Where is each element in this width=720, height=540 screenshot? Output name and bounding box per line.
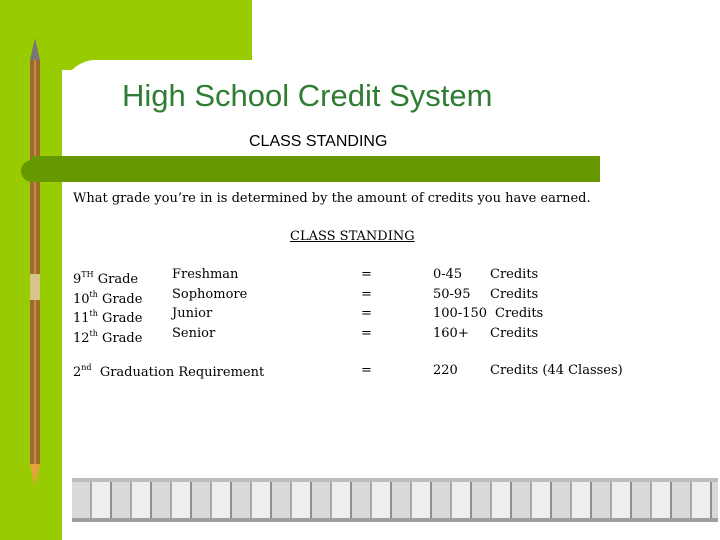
page-title: High School Credit System xyxy=(122,78,493,113)
standing-cell: Junior xyxy=(172,306,213,321)
range-cell: 0-45 xyxy=(433,267,463,282)
standing-cell: Freshman xyxy=(172,267,239,282)
range-cell: 100-150 xyxy=(433,306,488,321)
standing-cell: Sophomore xyxy=(172,286,248,302)
standing-cell: Senior xyxy=(172,325,216,341)
unit-cell: Credits xyxy=(490,325,539,341)
equals-cell: = xyxy=(361,325,372,341)
range-cell: 50-95 xyxy=(433,286,471,302)
unit-cell: Credits xyxy=(495,306,544,321)
content-panel xyxy=(62,60,720,540)
graduation-label: 2nd Graduation Requirement xyxy=(73,363,265,380)
unit-cell: Credits xyxy=(490,286,539,302)
standing-column xyxy=(172,265,247,343)
equals-cell: = xyxy=(361,286,372,302)
grade-cell: 9TH Grade xyxy=(73,270,139,287)
equals-cell: = xyxy=(361,306,372,321)
page-subtitle: CLASS STANDING xyxy=(249,133,388,150)
grade-cell: 10th Grade xyxy=(73,289,143,307)
grade-column xyxy=(73,265,143,346)
table-heading: CLASS STANDING xyxy=(290,229,415,244)
unit-cell: Credits xyxy=(490,267,539,282)
graduation-value: 220 xyxy=(433,363,458,378)
graduation-equals: = xyxy=(361,363,372,378)
equals-column xyxy=(361,265,372,343)
green-divider-bar xyxy=(32,156,600,182)
unit-column xyxy=(490,265,543,343)
intro-text: What grade you’re in is determined by the amount of credits you have earned. xyxy=(73,191,591,206)
grade-cell: 12th Grade xyxy=(73,328,143,346)
equals-cell: = xyxy=(361,267,372,282)
greek-key-border xyxy=(72,478,718,522)
range-cell: 160+ xyxy=(433,325,469,341)
grade-cell: 11th Grade xyxy=(73,309,143,326)
pencil-decoration xyxy=(29,38,41,486)
range-column xyxy=(433,265,487,343)
graduation-unit: Credits (44 Classes) xyxy=(490,363,623,378)
